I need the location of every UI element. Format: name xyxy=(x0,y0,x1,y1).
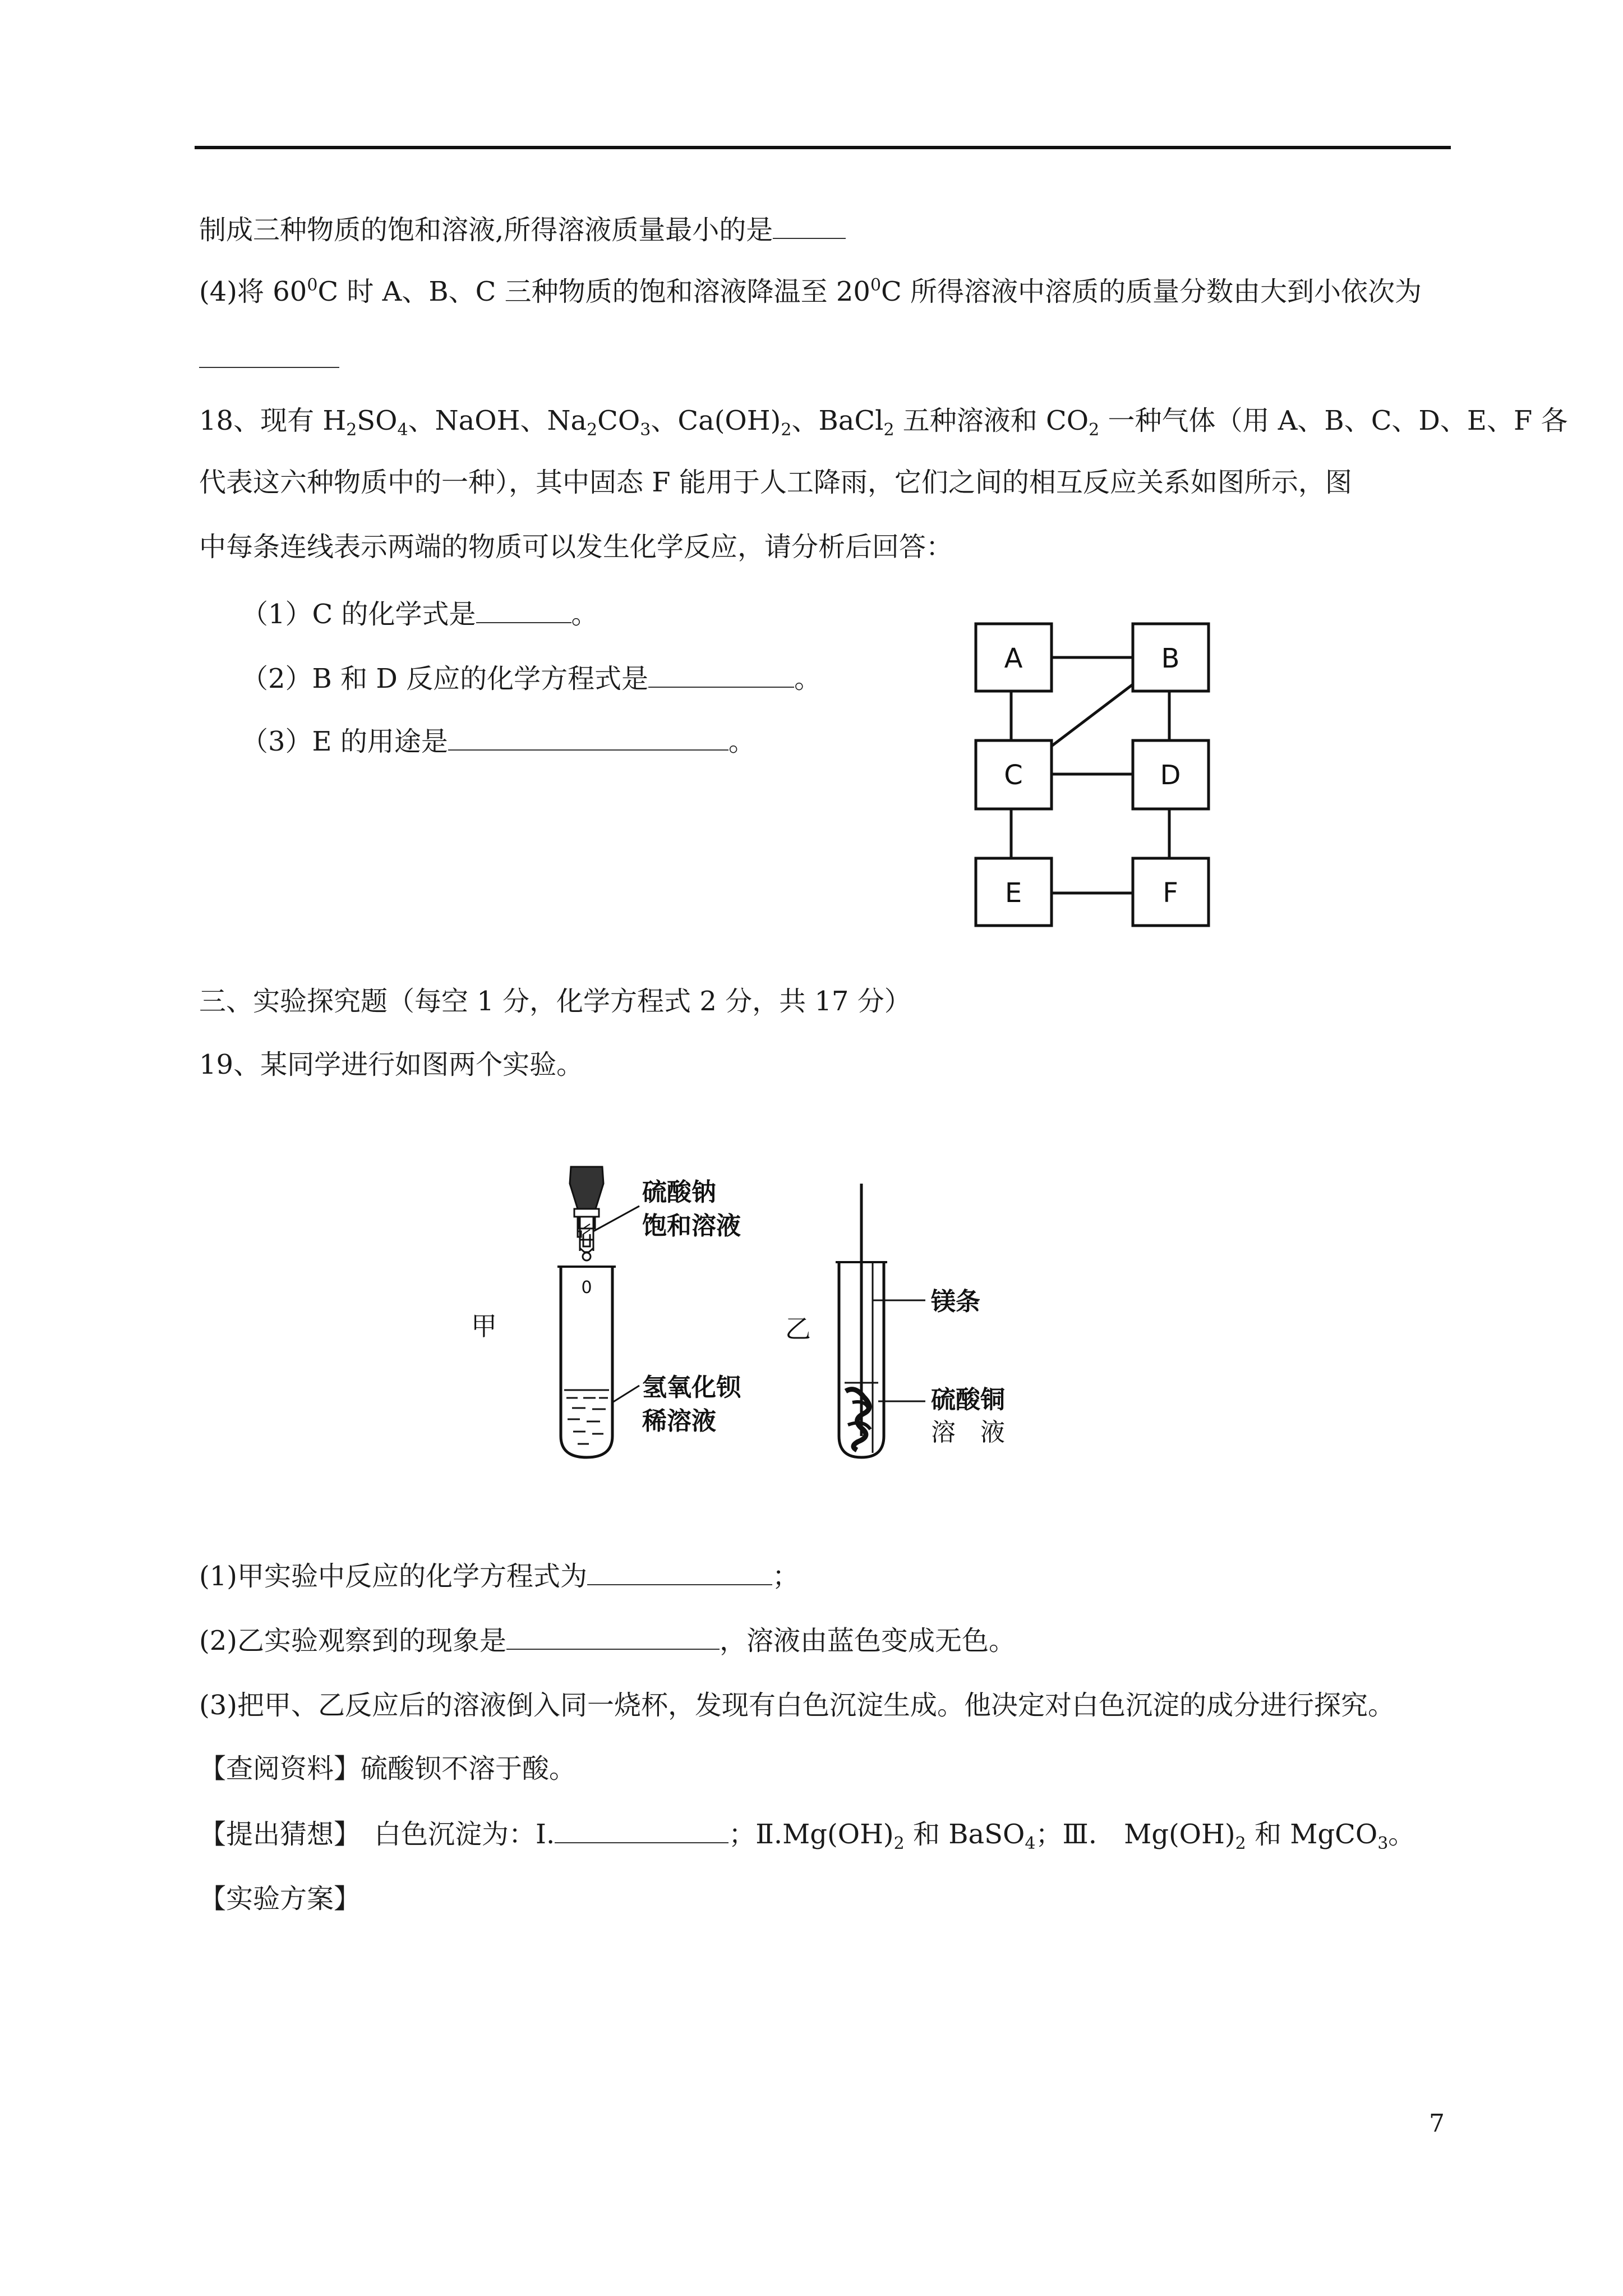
label-jia: 甲 xyxy=(471,1311,497,1341)
q18-2: （2）B 和 D 反应的化学方程式是 。 xyxy=(241,663,822,694)
tube-yi-label-1: 硫酸铜 xyxy=(931,1386,1005,1414)
tube-jia-label-1: 氢氧化钡 xyxy=(642,1373,741,1402)
dropper-label-1: 硫酸钠 xyxy=(642,1178,716,1207)
box-d-label: D xyxy=(1160,760,1181,791)
section-3-title: 三、实验探究题（每空 1 分，化学方程式 2 分，共 17 分） xyxy=(199,986,911,1017)
label-yi: 乙 xyxy=(785,1314,811,1344)
q17-3-tail: 制成三种物质的饱和溶液,所得溶液质量最小的是 xyxy=(199,213,846,247)
apparatus-yi xyxy=(836,1184,925,1457)
label-leader xyxy=(593,1206,639,1231)
q19-2: (2)乙实验观察到的现象是 ，溶液由蓝色变成无色。 xyxy=(199,1625,1016,1657)
dropper-bulb xyxy=(570,1167,603,1209)
tube-yi-label-2: 溶 液 xyxy=(931,1418,1005,1447)
q19-intro: 19、某同学进行如图两个实验。 xyxy=(199,1049,584,1080)
q18-intro-line2: 代表这六种物质中的一种），其中固态 F 能用于人工降雨，它们之间的相互反应关系如图所示，图 xyxy=(199,467,1352,498)
dropper-label-2: 饱和溶液 xyxy=(642,1212,741,1240)
hypothesis: 【提出猜想】 白色沉淀为：Ⅰ. ；$Ⅱ.Mg(OH)_2$ 和 BaSO$_4$；Ⅲ. $Mg(OH)_2$ 和 MgCO$_3$。 xyxy=(199,1819,1415,1853)
box-a-label: A xyxy=(1004,643,1023,674)
q18-1: （1）C 的化学式是 。 xyxy=(241,599,598,630)
q18-intro-line3: 中每条连线表示两端的物质可以发生化学反应，请分析后回答： xyxy=(199,531,953,563)
box-e-label: E xyxy=(1004,877,1022,909)
experiment-plan: 【实验方案】 xyxy=(199,1883,361,1915)
apparatus-jia xyxy=(557,1167,639,1457)
q18-3: （3）E 的用途是 。 xyxy=(241,726,755,757)
q18-intro: 18、现有 $H_2SO_4$、NaOH、$Na_2CO_3$、$Ca(OH)_2$、BaCl$_2$ 五种溶液和 $CO_2$ 一种气体（用 A、B、C、D、E、F 各 xyxy=(199,405,1568,440)
q19-3: (3)把甲、乙反应后的溶液倒入同一烧杯，发现有白色沉淀生成。他决定对白色沉淀的成分进行探究。 xyxy=(199,1690,1395,1721)
q17-4: (4)将 $60^0C$ 时 A、B、C 三种物质的饱和溶液降温至 $20^0C$ 所得溶液中溶质的质量分数由大到小依次为 xyxy=(199,275,1422,307)
tube-jia-label-2: 稀溶液 xyxy=(642,1407,716,1435)
answer-blank[interactable] xyxy=(506,1624,720,1650)
lookup-info: 【查阅资料】硫酸钡不溶于酸。 xyxy=(199,1753,577,1784)
drop-mark: 0 xyxy=(581,1278,592,1297)
link-b-c xyxy=(1052,684,1133,746)
copper-deposit xyxy=(846,1389,869,1450)
answer-blank[interactable] xyxy=(587,1559,772,1585)
mg-label: 镁条 xyxy=(931,1287,980,1316)
page-number: 7 xyxy=(1429,2109,1445,2138)
answer-blank[interactable] xyxy=(555,1818,728,1843)
box-f-label: F xyxy=(1163,877,1178,909)
box-c-label: C xyxy=(1004,760,1023,791)
q19-1: (1)甲实验中反应的化学方程式为 ； xyxy=(199,1561,800,1592)
box-b-label: B xyxy=(1161,643,1180,674)
droplet xyxy=(583,1253,591,1260)
